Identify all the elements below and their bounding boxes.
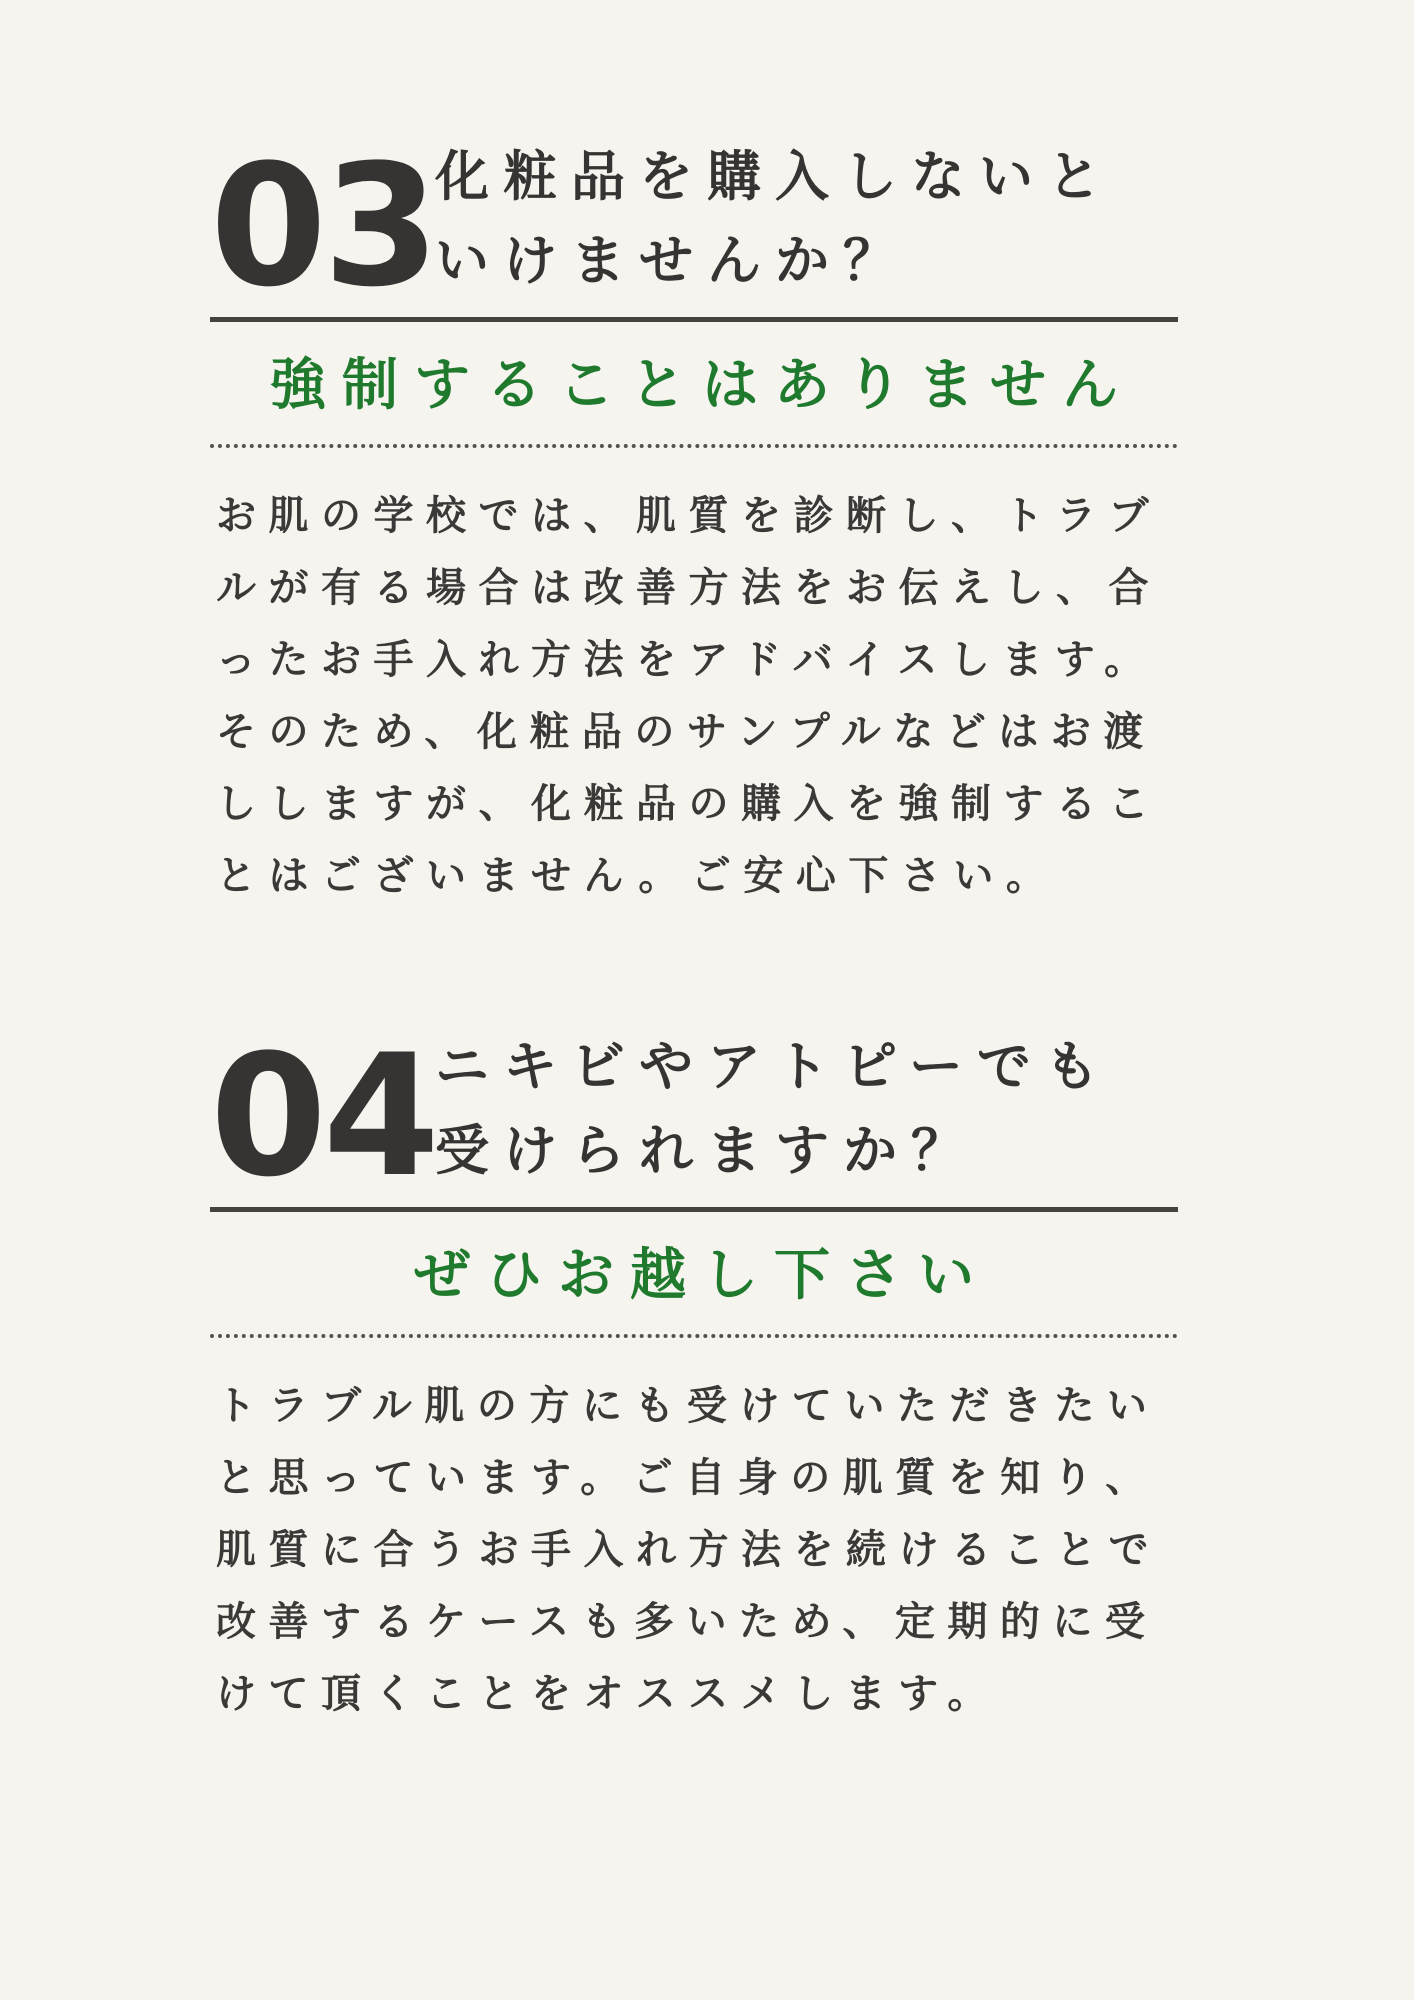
faq-item-04 <box>210 1018 1178 1730</box>
question-header <box>210 128 1178 324</box>
question-title <box>435 1025 1175 1193</box>
answer-body-line: 改善するケースも多いため、定期的に受 <box>216 1599 1158 1645</box>
question-header <box>210 1018 1178 1214</box>
answer-body-line: とはございません。ご安心下さい。 <box>216 853 1059 899</box>
answer-body-line: けて頂くことをオススメします。 <box>216 1671 1000 1717</box>
question-number: 03 <box>210 128 436 324</box>
answer-body-line: ししますが、化粧品の購入を強制するこ <box>216 781 1161 827</box>
question-title-line: 受けられますか？ <box>435 1119 979 1182</box>
answer-body-line: ルが有る場合は改善方法をお伝えし、合 <box>216 565 1161 611</box>
answer-body-line: トラブル肌の方にも受けていただきたい <box>216 1383 1160 1429</box>
question-title-line: いけませんか？ <box>435 229 911 292</box>
dotted-divider <box>210 444 1178 448</box>
answer-heading: ぜひお越し下さい <box>414 1243 990 1308</box>
answer-heading: 強制することはありません <box>270 353 1134 418</box>
dotted-divider <box>210 1334 1178 1338</box>
answer-body-line: 肌質に合うお手入れ方法を続けることで <box>216 1527 1161 1573</box>
question-title <box>435 135 1175 303</box>
answer-body-line: お肌の学校では、肌質を診断し、トラブ <box>216 493 1161 539</box>
answer-body-line: そのため、化粧品のサンプルなどはお渡 <box>216 709 1156 755</box>
faq-item-03 <box>210 128 1178 912</box>
question-number: 04 <box>210 1018 436 1214</box>
answer-body <box>210 480 1178 912</box>
answer-body-line: と思っています。ご自身の肌質を知り、 <box>216 1455 1158 1501</box>
question-title-line: 化粧品を購入しないと <box>435 145 1115 208</box>
answer-body <box>210 1370 1178 1730</box>
question-title-line: ニキビやアトピーでも <box>435 1035 1113 1098</box>
answer-body-line: ったお手入れ方法をアドバイスします。 <box>216 637 1157 683</box>
